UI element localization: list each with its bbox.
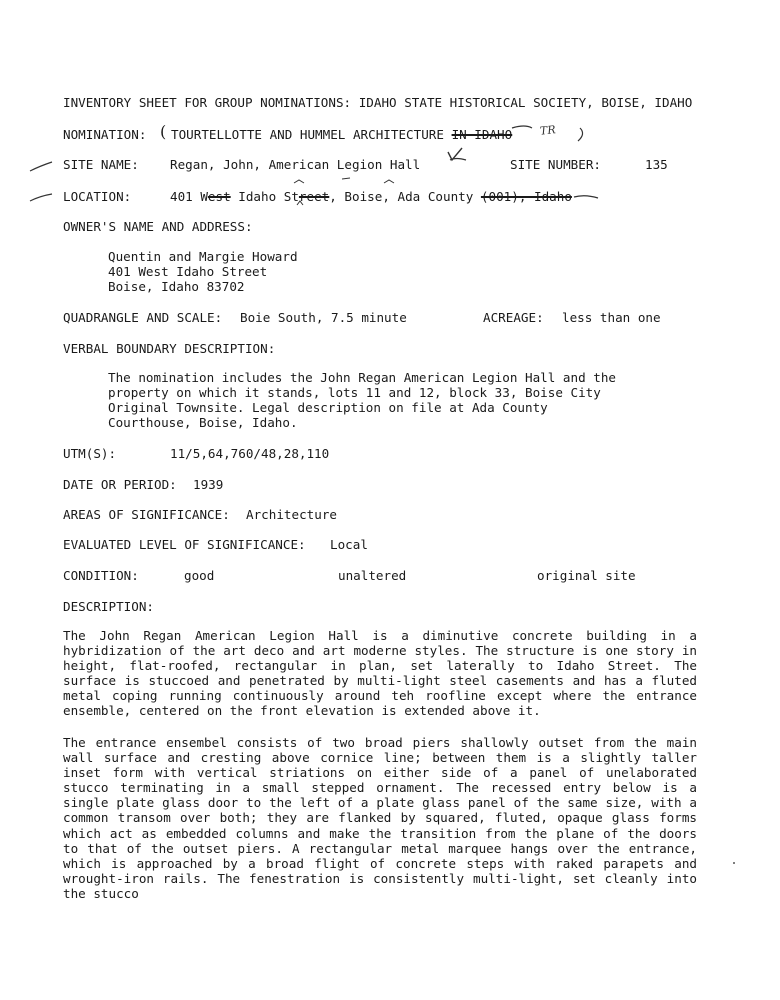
condition-label: CONDITION: [63, 568, 139, 583]
location-label: LOCATION: [63, 189, 132, 204]
utm-value: 11/5,64,760/48,28,110 [170, 446, 330, 461]
nomination-label: NOMINATION: [63, 127, 147, 142]
site-name-value: Regan, John, American Legion Hall [170, 157, 421, 172]
description-paragraph-2: The entrance ensembel consists of two broad piers shallowly outset from the main wall surface and cresting above cornice line; between them is a slightly taller inset form with vertical striations on either side of a panel of unelaborated stucco terminating in a small stepped ornament. The recessed entry below is a single plate glass door to the left of a plate glass panel of the same size, with a common transom over both; they are flanked by squared, fluted, opaque glass forms which act as embedded columns and make the transition from the plane of the doors to that of the outset piers. A rectangular metal marquee hangs over the entrance, which is approached by a broad flight of concrete steps with raked parapets and wrought-iron rails. The fenestration is consistently multi-light, set cleanly into the stucco [63, 735, 697, 901]
description-label: DESCRIPTION: [63, 599, 154, 614]
owner-line: Quentin and Margie Howard [108, 249, 298, 264]
condition-value-3: original site [537, 568, 636, 583]
owner-line: Boise, Idaho 83702 [108, 279, 245, 294]
location-value: 401 West Idaho Street, Boise, Ada County (001), Idaho [170, 189, 572, 204]
document-header: INVENTORY SHEET FOR GROUP NOMINATIONS: IDAHO STATE HISTORICAL SOCIETY, BOISE, IDAHO [63, 95, 693, 110]
acreage-label: ACREAGE: [483, 310, 544, 325]
site-number-value: 135 [645, 157, 668, 172]
areas-value: Architecture [246, 507, 337, 522]
condition-value-2: unaltered [338, 568, 407, 583]
owner-line: 401 West Idaho Street [108, 264, 268, 279]
acreage-value: less than one [562, 310, 661, 325]
utm-label: UTM(S): [63, 446, 117, 461]
site-name-label: SITE NAME: [63, 157, 139, 172]
nomination-paren: ( [160, 122, 167, 141]
boundary-text: The nomination includes the John Regan American Legion Hall and the property on which it stands, lots 11 and 12, block 33, Boise City Original Townsite. Legal description on file at Ada County Courthouse, Boise, Idaho. [108, 370, 616, 431]
condition-value-1: good [184, 568, 215, 583]
level-value: Local [330, 537, 368, 552]
areas-label: AREAS OF SIGNIFICANCE: [63, 507, 230, 522]
date-value: 1939 [193, 477, 224, 492]
date-label: DATE OR PERIOD: [63, 477, 177, 492]
nomination-value: TOURTELLOTTE AND HUMMEL ARCHITECTURE IN IDAHO [171, 127, 513, 142]
quadrangle-value: Boie South, 7.5 minute [240, 310, 407, 325]
nomination-handwritten-note: TR [539, 123, 557, 138]
site-number-label: SITE NUMBER: [510, 157, 601, 172]
level-label: EVALUATED LEVEL OF SIGNIFICANCE: [63, 537, 306, 552]
boundary-label: VERBAL BOUNDARY DESCRIPTION: [63, 341, 276, 356]
quadrangle-label: QUADRANGLE AND SCALE: [63, 310, 223, 325]
owner-label: OWNER'S NAME AND ADDRESS: [63, 219, 253, 234]
nomination-struck: IN IDAHO [451, 127, 513, 142]
description-paragraph-1: The John Regan American Legion Hall is a diminutive concrete building in a hybridization of the art deco and art moderne styles. The structure is one story in height, flat-roofed, rectangular in plan, set laterally to Idaho Street. The surface is stuccoed and penetrated by multi-light steel casements and has a fluted metal coping running continuously around teh roofline except where the entrance ensemble, centered on the front elevation is extended above it. [63, 628, 697, 719]
